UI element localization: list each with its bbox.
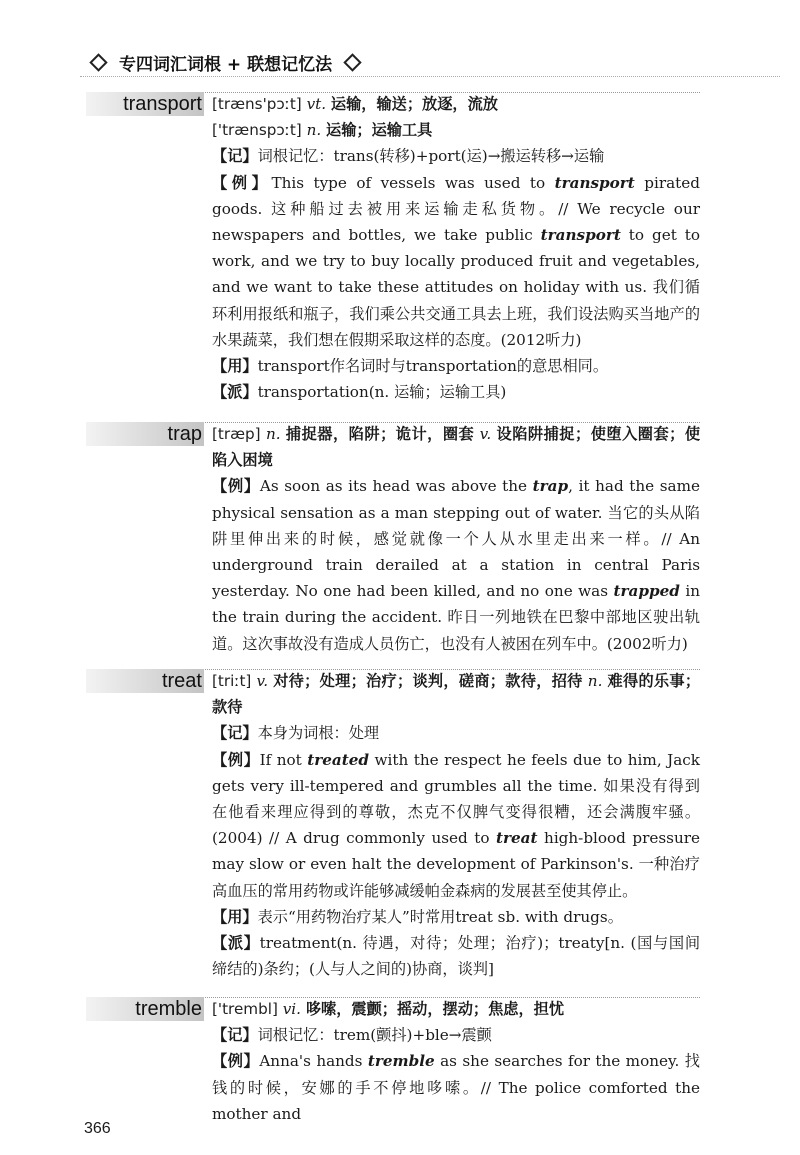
memory-note: 【记】词根记忆：trem(颤抖)+ble→震颤	[212, 1026, 492, 1045]
definition-line: ['trembl] vi. 哆嗦，震颤；摇动，摆动；焦虑，担忧	[212, 1000, 564, 1018]
usage-note: 【用】transport作名词时与transportation的意思相同。	[212, 357, 609, 376]
example: 【例】Anna's hands tremble as she searches for the money. 找钱的时候，安娜的手不停地哆嗦。// The police comforted the mother and	[212, 1052, 700, 1123]
entry-body	[212, 421, 700, 657]
example: 【例】As soon as its head was above the trap, it had the same physical sensation as a man stepping out of water. 当它的头从陷阱里伸出来的时候，感觉就像一个人从水里走出来一样。// An underground train derailed at a station in central Paris yesterday. No one had been killed, and no one was trapped in the train during the accident. 昨日一列地铁在巴黎中部地区驶出轨道。这次事故没有造成人员伤亡，也没有人被困在列车中。(2002听力)	[212, 477, 700, 653]
definition-line: [træns'pɔːt] vt. 运输，输送；放逐，流放	[212, 95, 498, 113]
diamond-icon	[343, 53, 361, 71]
example: 【例】If not treated with the respect he feels due to him, Jack gets very ill-tempered and grumbles all the time. 如果没有得到在他看来理应得到的尊敬，杰克不仅脾气变得很糟，还会满腹牢骚。(2004) // A drug commonly used to treat high-blood pressure may slow or even halt the development of Parkinson's. 一种治疗高血压的常用药物或许能够减缓帕金森病的发展甚至使其停止。	[212, 750, 700, 900]
header-title: 专四词汇词根 + 联想记忆法	[119, 55, 333, 75]
definition-line: ['trænspɔːt] n. 运输；运输工具	[212, 121, 433, 140]
diamond-icon	[89, 53, 107, 71]
page-number: 366	[84, 1120, 111, 1137]
headword: tremble	[135, 998, 202, 1020]
definition-line: [træp] n. 捕捉器，陷阱；诡计，圈套 v. 设陷阱捕捉；使堕入圈套；使陷入困境	[212, 425, 701, 470]
entry-body	[212, 668, 700, 982]
entry-body	[212, 996, 700, 1127]
memory-note: 【记】本身为词根：处理	[212, 724, 380, 743]
derivative: 【派】transportation(n. 运输；运输工具)	[212, 383, 507, 402]
memory-note: 【记】词根记忆：trans(转移)+port(运)→搬运转移→运输	[212, 147, 605, 166]
usage-note: 【用】表示“用药物治疗某人”时常用treat sb. with drugs。	[212, 907, 623, 926]
headword: treat	[161, 670, 202, 692]
derivative: 【派】treatment(n. 待遇，对待；处理；治疗)；treaty[n. (国与国间缔结的)条约；(人与人之间的)协商，谈判]	[212, 934, 701, 979]
example: 【例】This type of vessels was used to transport pirated goods. 这种船过去被用来运输走私货物。// We recycle our newspapers and bottles, we take public transport to get to work, and we try to buy locally produced fruit and vegetables, and we want to take these attitudes on holiday with us. 我们循环利用报纸和瓶子，我们乘公共交通工具去上班，我们设法购买当地产的水果蔬菜，我们想在假期采取这样的态度。(2012听力)	[212, 173, 700, 349]
header-divider	[80, 76, 780, 77]
entry-body	[212, 91, 700, 405]
headword: transport	[123, 93, 202, 115]
headword: trap	[167, 423, 202, 445]
running-header	[86, 50, 365, 75]
definition-line: [triːt] v. 对待；处理；治疗；谈判，磋商；款待，招待 n. 难得的乐事；款待	[212, 672, 701, 717]
